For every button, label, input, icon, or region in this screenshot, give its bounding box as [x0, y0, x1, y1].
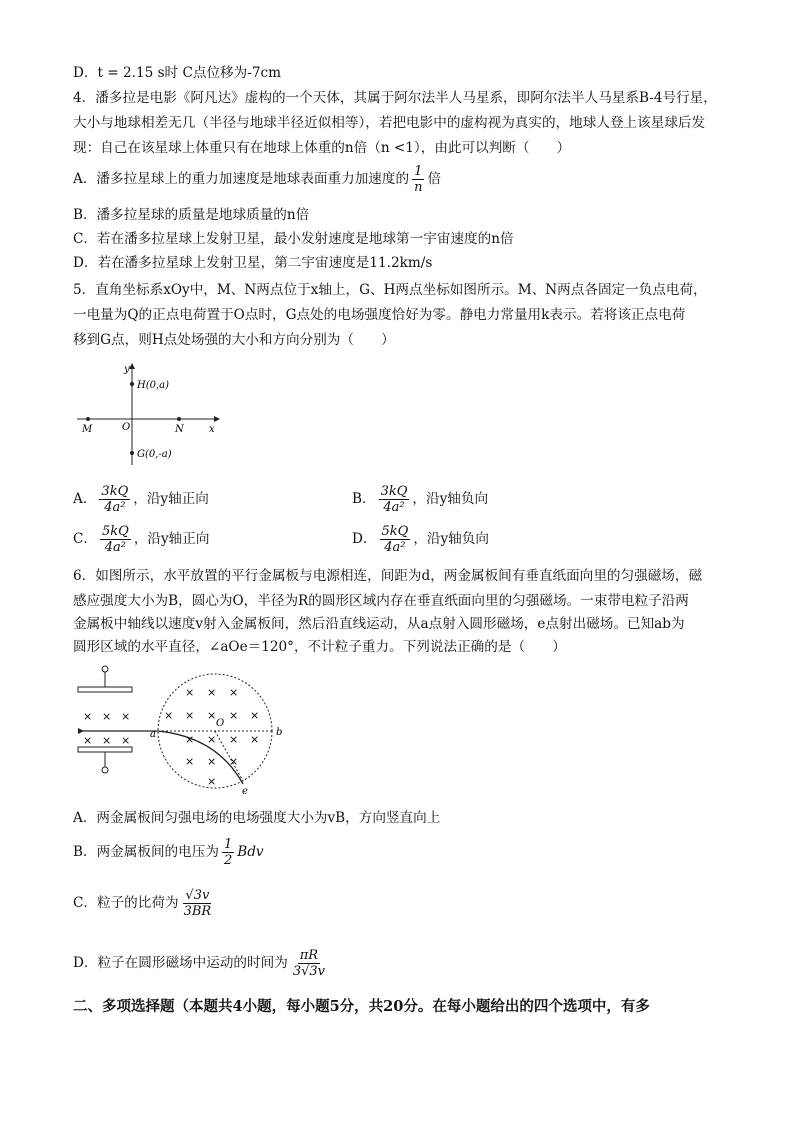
point-g [130, 451, 134, 455]
o-label: O [122, 422, 131, 433]
q6-option-b-fraction [222, 837, 234, 868]
n-label: N [175, 424, 184, 435]
q6-option-c-text: C．粒子的比荷为 [73, 895, 179, 911]
q6-option-c [73, 888, 216, 919]
q5-coordinate-figure [72, 360, 222, 470]
y-axis-arrow [129, 363, 135, 369]
q5-option-c [73, 524, 209, 555]
q5-option-b-num: 3kQ [380, 484, 408, 499]
field-mark: × [185, 686, 195, 699]
field-mark: × [207, 755, 217, 768]
q4-option-c: C．若在潘多拉星球上发射卫星，最小发射速度是地球第一宇宙速度的n倍 [73, 231, 514, 247]
q4-stem-line1: 4．潘多拉是电影《阿凡达》虚构的一个天体，其属于阿尔法半人马星系，即阿尔法半人马星系B-4号行星， [73, 90, 717, 106]
q5-option-c-tail: ，沿y轴正向 [133, 531, 210, 547]
q6-option-d-text: D．粒子在圆形磁场中运动的时间为 [73, 955, 288, 971]
q4-option-a-tail: 倍 [427, 171, 442, 187]
q5-option-b-tail: ，沿y轴负向 [412, 491, 489, 507]
q4-option-b: B．潘多拉星球的质量是地球质量的n倍 [73, 207, 310, 223]
q5-option-d-letter: D． [352, 531, 377, 547]
q4-option-a-num: 1 [414, 164, 423, 179]
q6-option-d-fraction [291, 948, 327, 979]
q5-option-c-letter: C． [73, 531, 97, 547]
q6-option-d-den: 3√3v [292, 964, 325, 979]
q5-option-b-fraction [379, 484, 410, 515]
q6-option-c-fraction [182, 888, 214, 919]
field-mark: × [229, 686, 239, 699]
q4-stem-line2: 大小与地球相差无几（半径与地球半径近似相等），若把电影中的虚构视为真实的，地球人登上该星球后发 [73, 115, 706, 131]
field-mark: × [250, 733, 260, 746]
q5-option-a-num: 3kQ [101, 484, 129, 499]
q6-option-b-den: 2 [223, 853, 233, 868]
q5-option-b [352, 484, 488, 515]
q6-stem-line3: 金属板中轴线以速度v射入金属板间，然后沿直线运动，从a点射入圆形磁场，e点射出磁场。已知ab为 [73, 616, 685, 632]
field-mark: × [207, 709, 217, 722]
q5-option-a-fraction [99, 484, 130, 515]
q6-option-b-tail: Bdv [237, 844, 264, 860]
q6-option-d [73, 948, 330, 979]
point-n [177, 417, 181, 421]
field-mark: × [185, 733, 195, 746]
q5-stem-line2: 一电量为Q的正点电荷置于O点时，G点处的电场强度恰好为零。静电力常量用k表示。若将该正点电荷 [73, 307, 686, 323]
q6-stem-line1: 6．如图所示，水平放置的平行金属板与电源相连，间距为d，两金属板间有垂直纸面向里的匀强磁场，磁 [73, 568, 703, 584]
upper-plate [78, 687, 132, 692]
q5-option-d-fraction [380, 524, 411, 555]
field-mark: × [102, 734, 112, 747]
q4-option-d: D．若在潘多拉星球上发射卫星，第二宇宙速度是11.2km/s [73, 255, 433, 271]
q5-option-c-fraction [100, 524, 131, 555]
q6-option-a: A．两金属板间匀强电场的电场强度大小为vB，方向竖直向上 [73, 810, 441, 826]
q5-option-a-den: 4a² [104, 500, 126, 515]
field-mark: × [83, 734, 93, 747]
terminal-bottom [102, 767, 108, 773]
field-mark: × [102, 710, 112, 723]
q5-option-b-den: 4a² [383, 500, 405, 515]
g-label: G(0,-a) [137, 449, 172, 460]
q6-option-b-num: 1 [223, 837, 233, 852]
field-mark: × [229, 755, 239, 768]
x-axis-arrow [214, 416, 220, 422]
q4-option-a-text: A．潘多拉星球上的重力加速度是地球表面重力加速度的 [73, 171, 410, 187]
q5-option-d-num: 5kQ [381, 524, 409, 539]
field-mark: × [207, 775, 217, 788]
point-m [86, 417, 90, 421]
q4-option-a-den: n [414, 180, 423, 195]
field-mark: × [185, 709, 195, 722]
field-mark: × [229, 733, 239, 746]
q6-stem-line2: 感应强度大小为B，圆心为O，半径为R的圆形区域内存在垂直纸面向里的匀强磁场。一束带电粒子沿两 [73, 593, 689, 609]
q4-option-a-fraction [412, 164, 424, 195]
q4-stem-line3: 现：自己在该星球上体重只有在地球上体重的n倍（n <1），由此可以判断（ ） [73, 140, 571, 156]
field-mark: × [83, 710, 93, 723]
q5-stem-line3: 移到G点，则H点处场强的大小和方向分别为（ ） [73, 332, 395, 348]
q6-option-d-num: πR [299, 948, 319, 963]
e-label: e [242, 786, 248, 797]
q6-option-b [73, 837, 264, 868]
b-label: b [276, 727, 283, 738]
x-axis-label: x [209, 424, 215, 435]
field-mark: × [164, 709, 174, 722]
y-axis-label: y [124, 364, 130, 375]
q5-option-d [352, 524, 489, 555]
q5-stem-line1: 5．直角坐标系xOy中，M、N两点位于x轴上，G、H两点坐标如图所示。M、N两点各固定一负点电荷， [73, 282, 707, 298]
field-mark: × [185, 755, 195, 768]
q6-stem-line4: 圆形区域的水平直径，∠aOe＝120°，不计粒子重力。下列说法正确的是（ ） [73, 639, 566, 655]
field-mark: × [207, 686, 217, 699]
field-mark: × [229, 709, 239, 722]
q3-option-d: D．t = 2.15 s时 C点位移为-7cm [73, 65, 281, 81]
m-label: M [82, 424, 93, 435]
lower-plate [78, 747, 132, 752]
q5-option-b-letter: B． [352, 491, 376, 507]
h-label: H(0,a) [137, 380, 170, 391]
o-label: O [216, 718, 225, 729]
field-mark: × [207, 733, 217, 746]
section2-heading: 二、多项选择题（本题共4小题，每小题5分，共20分。在每小题给出的四个选项中，有多 [73, 998, 650, 1015]
field-mark: × [250, 709, 260, 722]
q5-option-a-tail: ，沿y轴正向 [133, 491, 209, 507]
point-h [130, 382, 134, 386]
q6-option-b-text: B．两金属板间的电压为 [73, 844, 219, 860]
q6-magnetic-field-figure [72, 663, 292, 798]
q4-option-a [73, 164, 441, 195]
field-mark: × [121, 734, 131, 747]
q5-option-c-den: 4a² [104, 540, 127, 555]
q6-option-c-den: 3BR [183, 904, 212, 919]
a-label: a [150, 729, 156, 740]
q5-option-d-tail: ，沿y轴负向 [413, 531, 489, 547]
q5-option-a [73, 484, 209, 515]
q6-option-c-num: √3v [185, 888, 210, 903]
q5-option-a-letter: A． [73, 491, 97, 507]
q5-option-c-num: 5kQ [102, 524, 129, 539]
terminal-top [102, 666, 108, 672]
q5-option-d-den: 4a² [384, 540, 406, 555]
field-mark: × [121, 710, 131, 723]
